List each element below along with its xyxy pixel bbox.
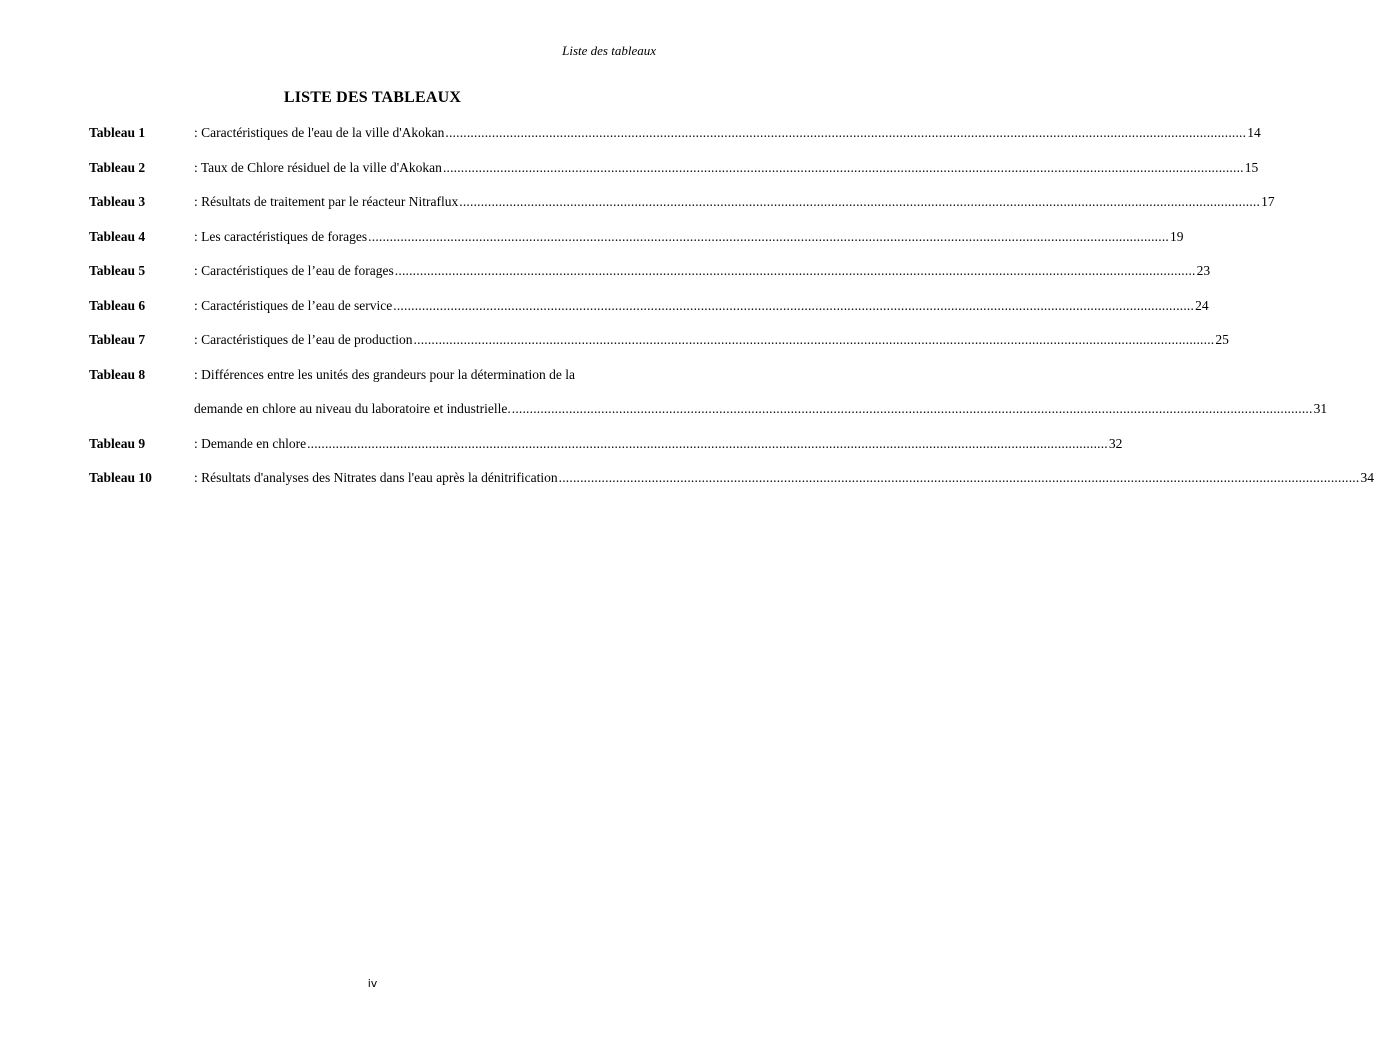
toc-entry-text: : Caractéristiques de l’eau de service [194, 297, 393, 313]
toc-entry-label: Tableau 5 [89, 263, 146, 278]
toc-entry-label: Tableau 2 [89, 159, 146, 175]
toc-entry-label: Tableau 4 [89, 228, 146, 244]
dot-leader [414, 331, 1215, 348]
toc-entry-page: 24 [1195, 297, 1209, 313]
toc-entry-label: Tableau 1 [89, 125, 146, 140]
toc-entry-label: Tableau 7 [89, 332, 146, 347]
toc-entry-page: 23 [1196, 263, 1211, 278]
toc-entry-text: : Caractéristiques de l’eau de production [194, 332, 413, 347]
toc-entry-text: : Demande en chlore [194, 435, 307, 451]
toc-entry-tableau-5[interactable] [89, 262, 1211, 279]
toc-entry-tableau-7[interactable] [89, 331, 1229, 348]
page-number: iv [367, 977, 378, 990]
toc-entry-tableau-2[interactable] [89, 159, 1259, 176]
toc-entry-tableau-10[interactable] [89, 469, 1374, 486]
toc-entry-text: : Taux de Chlore résiduel de la ville d'Akokan [194, 159, 442, 175]
toc-entry-label: Tableau 6 [89, 297, 146, 313]
toc-entry-text-line-1: : Différences entre les unités des grandeurs pour la détermination de la [194, 366, 575, 382]
toc-entry-text: : Caractéristiques de l'eau de la ville d'Akokan [194, 125, 445, 140]
toc-entry-tableau-8[interactable] [89, 366, 1328, 418]
toc-entry-page: 17 [1261, 194, 1275, 209]
toc-entry-page: 25 [1215, 332, 1229, 347]
toc-entry-label: Tableau 10 [89, 470, 152, 485]
toc-entry-tableau-1[interactable] [89, 124, 1261, 141]
dot-leader [443, 159, 1244, 176]
page-title: LISTE DES TABLEAUX [283, 89, 462, 106]
dot-leader [512, 400, 1313, 417]
toc-entry-text: : Résultats de traitement par le réacteur Nitraflux [194, 194, 459, 209]
running-header: Liste des tableaux [562, 43, 656, 58]
toc-entry-page: 14 [1247, 125, 1261, 140]
dot-leader [368, 228, 1169, 245]
dot-leader [393, 297, 1194, 314]
toc-entry-page: 34 [1360, 470, 1374, 485]
toc-entry-label: Tableau 9 [89, 435, 146, 451]
toc-entry-tableau-6[interactable] [89, 297, 1209, 314]
toc-entry-page: 31 [1313, 401, 1328, 416]
toc-entry-text: : Caractéristiques de l’eau de forages [194, 263, 394, 278]
toc-entry-label: Tableau 8 [89, 366, 146, 382]
dot-leader [459, 193, 1260, 210]
dot-leader [307, 435, 1108, 452]
dot-leader [395, 262, 1196, 279]
toc-entry-tableau-9[interactable] [89, 435, 1123, 452]
toc-entry-tableau-4[interactable] [89, 228, 1184, 245]
toc-entry-label: Tableau 3 [89, 194, 146, 209]
dot-leader [445, 124, 1246, 141]
toc-entry-page: 15 [1244, 159, 1259, 175]
toc-entry-text: demande en chlore au niveau du laboratoire et industrielle. [194, 401, 511, 416]
toc-entry-page: 32 [1108, 435, 1123, 451]
toc-entry-text: : Résultats d'analyses des Nitrates dans l'eau après la dénitrification [194, 470, 558, 485]
toc-entry-text: : Les caractéristiques de forages [194, 228, 368, 244]
table-list [89, 124, 1374, 486]
toc-entry-page: 19 [1169, 228, 1184, 244]
dot-leader [559, 469, 1360, 486]
toc-entry-tableau-3[interactable] [89, 193, 1275, 210]
